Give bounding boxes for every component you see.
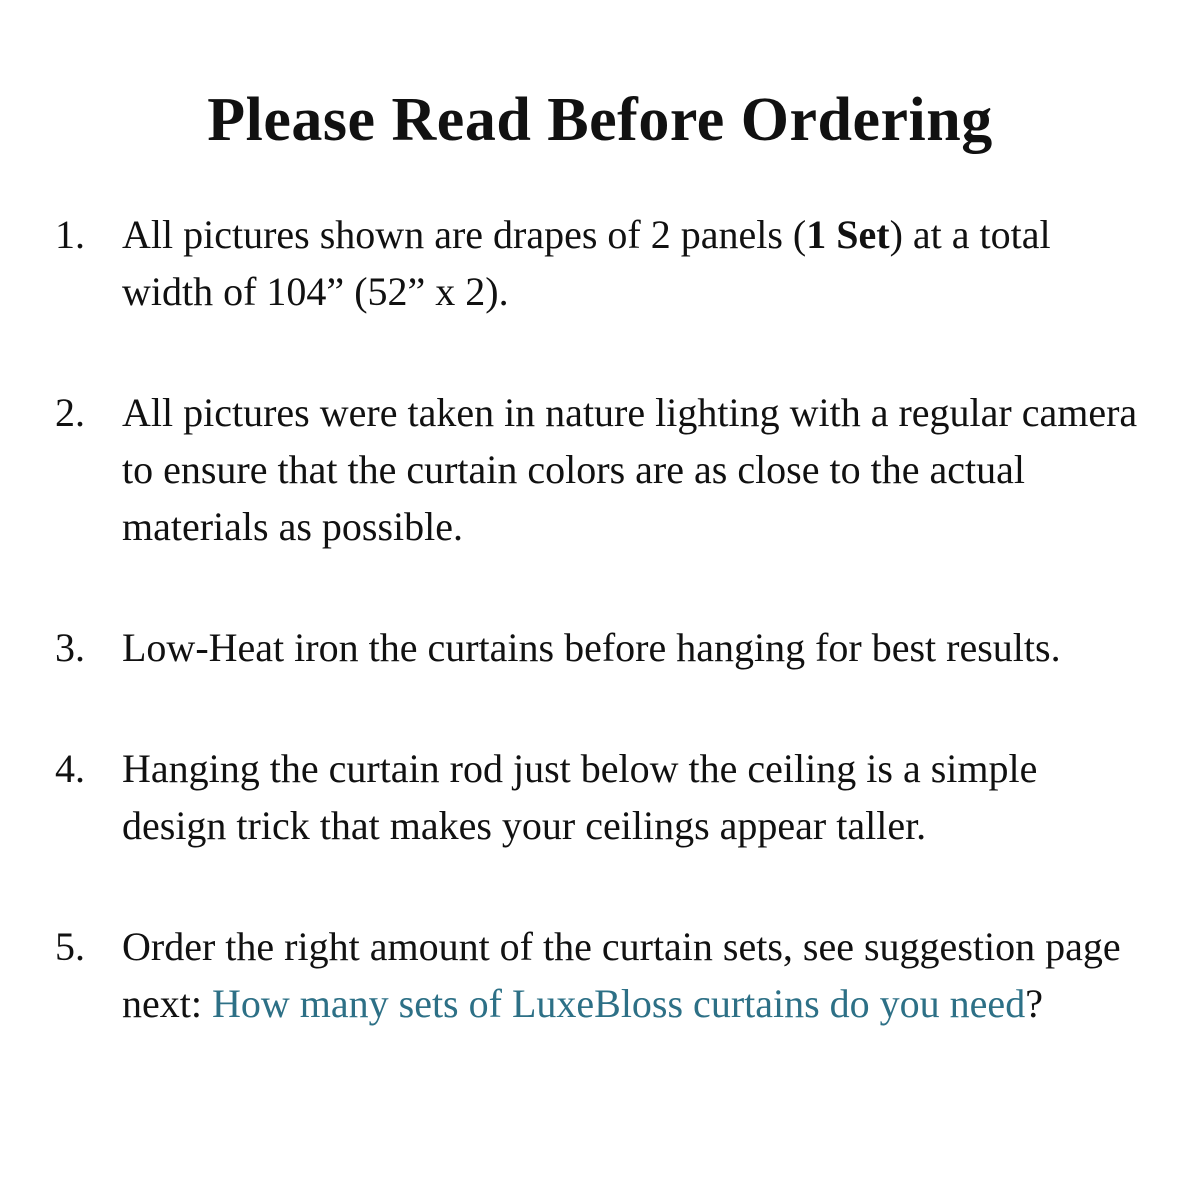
text-segment: Hanging the curtain rod just below the ceiling is a simple design trick that makes your ceilings appear taller. xyxy=(122,746,1038,849)
item-text xyxy=(122,918,1142,1032)
instruction-list xyxy=(0,206,1200,1032)
list-item xyxy=(55,918,1142,1032)
item-number: 5. xyxy=(55,924,85,970)
item-number: 4. xyxy=(55,746,85,792)
item-text xyxy=(122,206,1142,320)
item-text xyxy=(122,619,1142,676)
item-number: 3. xyxy=(55,625,85,671)
list-item xyxy=(55,619,1142,676)
bold-text-segment: 1 Set xyxy=(806,212,890,258)
text-segment: ) at a total width of 104” (52” x 2). xyxy=(122,212,1051,315)
item-number: 2. xyxy=(55,390,85,436)
page-title: Please Read Before Ordering xyxy=(207,86,993,154)
text-segment: All pictures were taken in nature lighting with a regular camera to ensure that the curtain colors are as close to the actual materials as possible. xyxy=(122,390,1138,550)
text-segment: Order the right amount of the curtain sets, see suggestion page next: xyxy=(122,924,1121,1027)
item-number: 1. xyxy=(55,212,85,258)
suggestion-page-link[interactable]: How many sets of LuxeBloss curtains do you need xyxy=(211,981,1026,1027)
text-segment: All pictures shown are drapes of 2 panels ( xyxy=(122,212,807,258)
item-text xyxy=(122,384,1142,555)
list-item xyxy=(55,206,1142,320)
list-item xyxy=(55,740,1142,854)
text-segment: Low-Heat iron the curtains before hanging for best results. xyxy=(122,625,1061,671)
text-segment: ? xyxy=(1025,981,1043,1027)
list-item xyxy=(55,384,1142,555)
item-text xyxy=(122,740,1142,854)
